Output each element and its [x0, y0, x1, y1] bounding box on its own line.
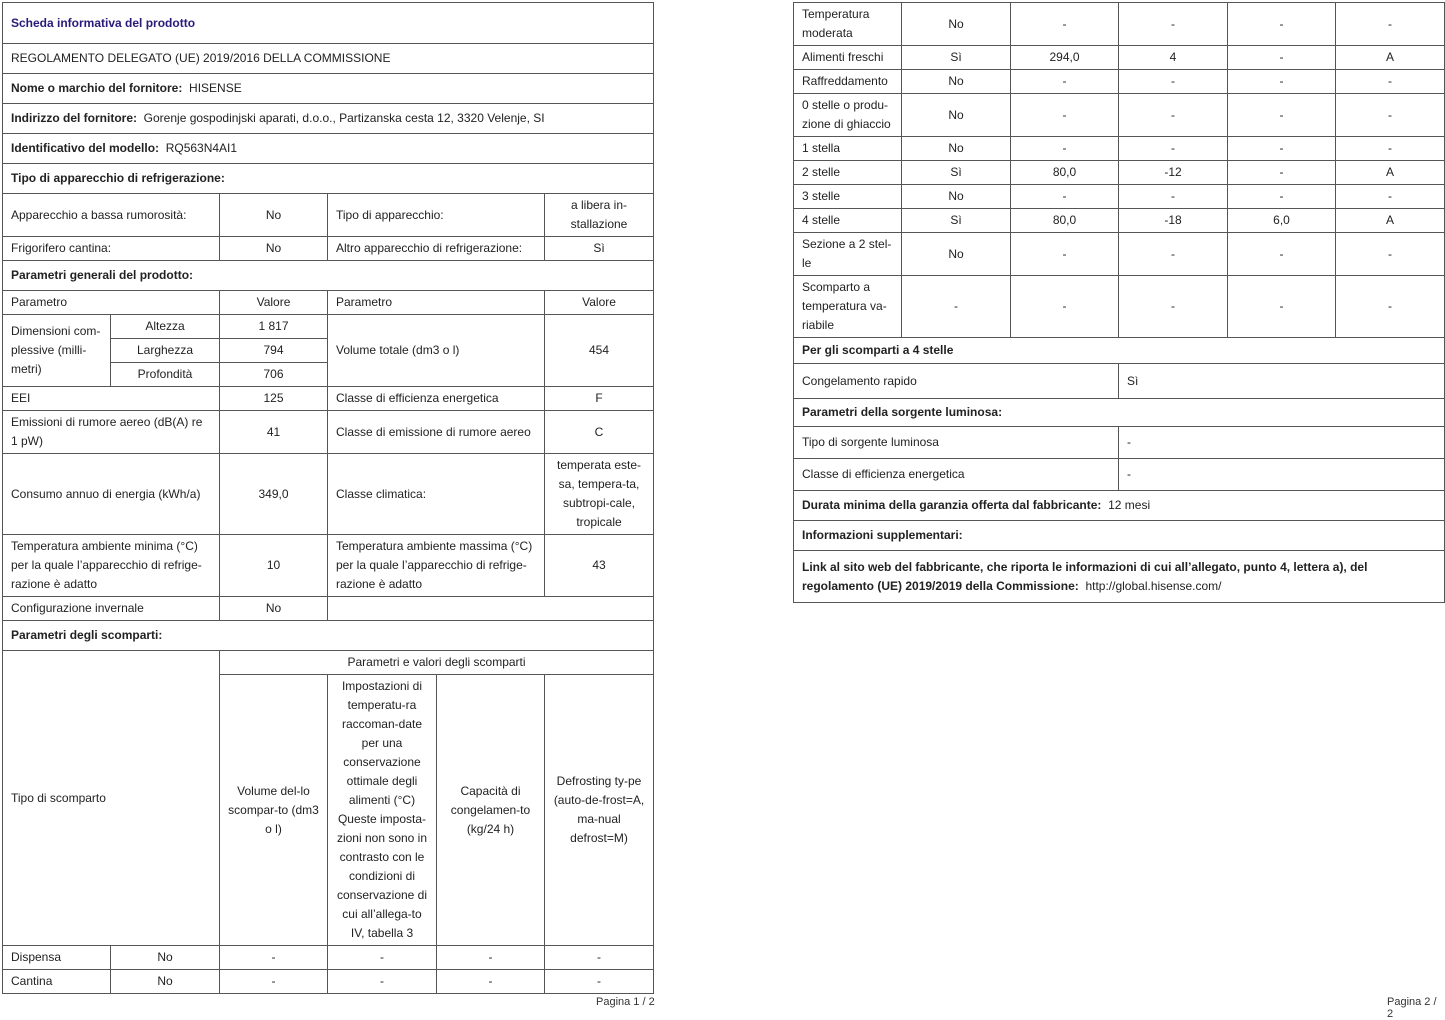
supplier-row [3, 74, 654, 104]
comp-volume: - [1011, 70, 1119, 94]
comp-defrost: A [1336, 161, 1445, 185]
comp-volume: - [220, 970, 328, 994]
comp-present: No [902, 94, 1011, 137]
comp-freeze: - [1228, 94, 1336, 137]
comp-name: Dispensa [3, 946, 111, 970]
comp-col-volume: Volume del-lo scompar-to (dm3 o l) [220, 675, 328, 946]
low-noise-value: No [220, 194, 328, 237]
comp-name: 3 stelle [794, 185, 902, 209]
warranty-label: Durata minima della garanzia offerta dal fabbricante: [802, 498, 1102, 512]
comp-temp: - [1119, 3, 1228, 46]
comp-temp: - [1119, 233, 1228, 276]
page-1 [2, 2, 653, 994]
comp-freeze: 6,0 [1228, 209, 1336, 233]
depth-label: Profondità [111, 363, 220, 387]
comp-defrost: A [1336, 209, 1445, 233]
comp-col-temp: Impostazioni di temperatu-ra raccoman-date per una conservazione ottimale degli alimenti (°C) Queste imposta-zioni non sono in contrasto con le condizioni di conservazione di cui all’allega-to IV, tabella 3 [328, 675, 437, 946]
model-label: Identificativo del modello: [11, 141, 160, 155]
comp-volume: - [1011, 3, 1119, 46]
comp-temp: - [1119, 137, 1228, 161]
comp-freeze: - [1228, 276, 1336, 338]
comp-volume: - [1011, 137, 1119, 161]
light-type-label: Tipo di sorgente luminosa [794, 427, 1119, 459]
comp-volume: 80,0 [1011, 209, 1119, 233]
comp-defrost: - [1336, 137, 1445, 161]
comp-freeze: - [437, 970, 545, 994]
comp-freeze: - [1228, 46, 1336, 70]
appliance-kind-label: Tipo di apparecchio: [328, 194, 545, 237]
noise-class-label: Classe di emissione di rumore aereo [328, 411, 545, 454]
comp-present: No [902, 233, 1011, 276]
comp-present: No [111, 970, 220, 994]
comp-present: Sì [902, 46, 1011, 70]
comp-temp: - [1119, 185, 1228, 209]
comp-present: No [902, 3, 1011, 46]
comp-col-defrost: Defrosting ty-pe (auto-de-frost=A, ma-nual defrost=M) [545, 675, 654, 946]
comp-present: No [902, 70, 1011, 94]
col-param-left: Parametro [3, 291, 220, 315]
general-params-header: Parametri generali del prodotto: [3, 261, 654, 291]
light-source-header: Parametri della sorgente luminosa: [794, 399, 1445, 427]
noise-class-value: C [545, 411, 654, 454]
comp-volume: - [220, 946, 328, 970]
comp-present: Sì [902, 161, 1011, 185]
comp-present: Sì [902, 209, 1011, 233]
col-param-right: Parametro [328, 291, 545, 315]
page-number-1: Pagina 1 / 2 [596, 996, 655, 1008]
comp-name: Raffreddamento [794, 70, 902, 94]
table-row [3, 946, 654, 970]
col-value-left: Valore [220, 291, 328, 315]
compartment-type-label: Tipo di scomparto [3, 651, 220, 946]
total-volume-label: Volume totale (dm3 o l) [328, 315, 545, 387]
warranty-row [794, 491, 1445, 521]
eei-value: 125 [220, 387, 328, 411]
comp-temp: - [1119, 94, 1228, 137]
eei-label: EEI [3, 387, 220, 411]
comp-name: Scomparto a temperatura va-riabile [794, 276, 902, 338]
comp-volume: - [1011, 94, 1119, 137]
table-row [794, 3, 1445, 46]
comp-name: Cantina [3, 970, 111, 994]
comp-name: Sezione a 2 stel-le [794, 233, 902, 276]
address-value: Gorenje gospodinjski aparati, d.o.o., Partizanska cesta 12, 3320 Velenje, SI [143, 111, 545, 125]
compartments-table-page-2 [793, 2, 1445, 338]
comp-present: No [111, 946, 220, 970]
comp-defrost: - [1336, 70, 1445, 94]
low-noise-label: Apparecchio a bassa rumorosità: [3, 194, 220, 237]
comp-present: No [902, 185, 1011, 209]
min-temp-value: 10 [220, 535, 328, 597]
comp-freeze: - [1228, 137, 1336, 161]
comp-temp: -18 [1119, 209, 1228, 233]
comp-col-freeze: Capacità di congelamen-to (kg/24 h) [437, 675, 545, 946]
width-value: 794 [220, 339, 328, 363]
manufacturer-link[interactable]: http://global.hisense.com/ [1085, 578, 1222, 593]
table-row [794, 185, 1445, 209]
comp-freeze: - [1228, 185, 1336, 209]
comp-defrost: - [545, 970, 654, 994]
page-2 [793, 2, 1444, 603]
winter-value: No [220, 597, 328, 621]
address-label: Indirizzo del fornitore: [11, 111, 137, 125]
comp-temp: - [328, 970, 437, 994]
annual-energy-value: 349,0 [220, 454, 328, 535]
table-row [3, 970, 654, 994]
depth-value: 706 [220, 363, 328, 387]
comp-defrost: A [1336, 46, 1445, 70]
comp-temp: 4 [1119, 46, 1228, 70]
comp-freeze: - [437, 946, 545, 970]
warranty-value: 12 mesi [1108, 498, 1151, 512]
extra-info-header: Informazioni supplementari: [794, 521, 1445, 551]
comp-volume: 294,0 [1011, 46, 1119, 70]
comp-freeze: - [1228, 3, 1336, 46]
supplier-label: Nome o marchio del fornitore: [11, 81, 183, 95]
comp-volume: - [1011, 185, 1119, 209]
comp-defrost: - [545, 946, 654, 970]
max-temp-label: Temperatura ambiente massima (°C) per la quale l’apparecchio di refrige-razione è adatto [328, 535, 545, 597]
climate-class-value: temperata este-sa, tempera-ta, subtropi-cale, tropicale [545, 454, 654, 535]
width-label: Larghezza [111, 339, 220, 363]
table-row [794, 46, 1445, 70]
comp-name: 1 stella [794, 137, 902, 161]
winter-label: Configurazione invernale [3, 597, 220, 621]
energy-class-value: F [545, 387, 654, 411]
compartments-header: Parametri degli scomparti: [3, 621, 654, 651]
other-appliance-label: Altro apparecchio di refrigerazione: [328, 237, 545, 261]
product-sheet-table-page-2 [793, 337, 1445, 603]
table-row [794, 70, 1445, 94]
table-row [794, 276, 1445, 338]
comp-present: - [902, 276, 1011, 338]
climate-class-label: Classe climatica: [328, 454, 545, 535]
fast-freeze-value: Sì [1119, 364, 1445, 399]
four-star-header: Per gli scomparti a 4 stelle [794, 338, 1445, 364]
comp-defrost: - [1336, 276, 1445, 338]
comp-volume: 80,0 [1011, 161, 1119, 185]
comp-name: 4 stelle [794, 209, 902, 233]
page-title: Scheda informativa del prodotto [3, 3, 654, 44]
comp-present: No [902, 137, 1011, 161]
regulation-line: REGOLAMENTO DELEGATO (UE) 2019/2016 DELLA COMMISSIONE [3, 44, 654, 74]
product-sheet-table-page-1 [2, 2, 654, 651]
light-type-value: - [1119, 427, 1445, 459]
comp-volume: - [1011, 233, 1119, 276]
empty-cell [328, 597, 654, 621]
page-number-2: Pagina 2 / 2 [1387, 996, 1437, 1020]
noise-value: 41 [220, 411, 328, 454]
height-label: Altezza [111, 315, 220, 339]
compartments-table-page-1 [2, 650, 654, 994]
comp-defrost: - [1336, 94, 1445, 137]
comp-name: Alimenti freschi [794, 46, 902, 70]
table-row [794, 161, 1445, 185]
wine-cabinet-label: Frigorifero cantina: [3, 237, 220, 261]
comp-temp: - [1119, 70, 1228, 94]
model-row [3, 134, 654, 164]
comp-temp: - [328, 946, 437, 970]
noise-label: Emissioni di rumore aereo (dB(A) re 1 pW) [3, 411, 220, 454]
table-row [794, 94, 1445, 137]
comp-defrost: - [1336, 3, 1445, 46]
comp-name: Temperatura moderata [794, 3, 902, 46]
comp-defrost: - [1336, 185, 1445, 209]
manufacturer-link-row [794, 551, 1445, 603]
max-temp-value: 43 [545, 535, 654, 597]
supplier-value: HISENSE [189, 81, 242, 95]
appliance-type-header: Tipo di apparecchio di refrigerazione: [3, 164, 654, 194]
comp-freeze: - [1228, 161, 1336, 185]
link-label: Link al sito web del fabbricante, che riporta le informazioni di cui all’allegato, punto 4, lettera a), del regolamento (UE) 2019/2019 della Commissione: [802, 559, 1368, 593]
comp-name: 2 stelle [794, 161, 902, 185]
table-row [794, 233, 1445, 276]
appliance-kind-value: a libera in-stallazione [545, 194, 654, 237]
annual-energy-label: Consumo annuo di energia (kWh/a) [3, 454, 220, 535]
dimensions-label: Dimensioni com-plessive (milli-metri) [3, 315, 111, 387]
comp-volume: - [1011, 276, 1119, 338]
wine-cabinet-value: No [220, 237, 328, 261]
comp-defrost: - [1336, 233, 1445, 276]
height-value: 1 817 [220, 315, 328, 339]
light-class-label: Classe di efficienza energetica [794, 459, 1119, 491]
other-appliance-value: Sì [545, 237, 654, 261]
total-volume-value: 454 [545, 315, 654, 387]
comp-temp: - [1119, 276, 1228, 338]
comp-freeze: - [1228, 233, 1336, 276]
model-value: RQ563N4AI1 [165, 141, 238, 155]
comp-freeze: - [1228, 70, 1336, 94]
comp-temp: -12 [1119, 161, 1228, 185]
energy-class-label: Classe di efficienza energetica [328, 387, 545, 411]
col-value-right: Valore [545, 291, 654, 315]
min-temp-label: Temperatura ambiente minima (°C) per la quale l’apparecchio di refrige-razione è adatto [3, 535, 220, 597]
compartment-params-label: Parametri e valori degli scomparti [220, 651, 654, 675]
comp-name: 0 stelle o produ-zione di ghiaccio [794, 94, 902, 137]
light-class-value: - [1119, 459, 1445, 491]
address-row [3, 104, 654, 134]
table-row [794, 209, 1445, 233]
fast-freeze-label: Congelamento rapido [794, 364, 1119, 399]
table-row [794, 137, 1445, 161]
